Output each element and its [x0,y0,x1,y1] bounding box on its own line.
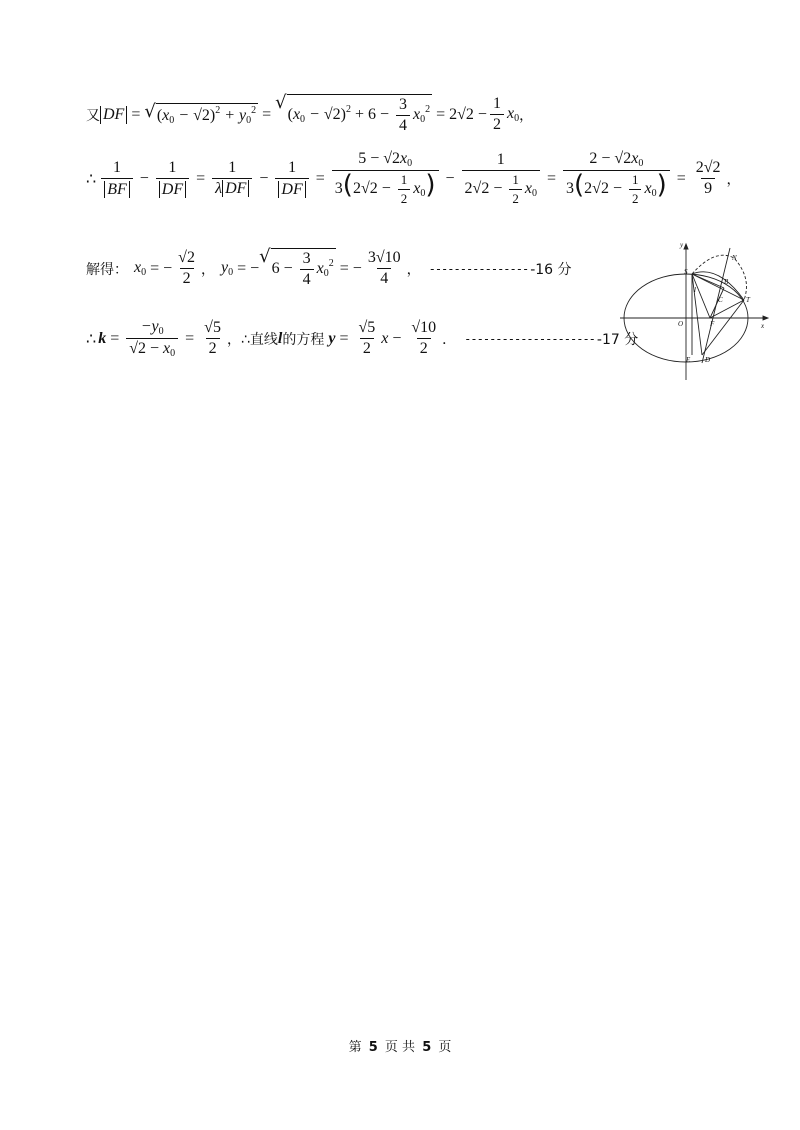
radical-1: √ $(x_0 - √2)^2 + y_0^2$ [144,101,257,126]
page-number: 5 [368,1040,378,1055]
x-axis-arrow [763,316,768,320]
equation-line-2: ∴ 1 BF − $\frac{1}{DF}$ = 1 λ DF − $\frac{1}{DF}$ = $5 - √2x_0$ 3(2√2 − $\frac{1}{2}$ $x_0$) − 1 2√2 − $\frac{1}{2}$ $x_0$ = $2 - √2x_0$ 3(2√2 − $\frac{1}{2}$ $x_0$) = $\frac{2√2}{9}$ ， [86,150,741,206]
label-o: O [678,320,684,328]
page-footer: 第 5 页 共 5 页 [348,1040,452,1055]
label-f: F [710,320,715,328]
label-b: B [724,278,729,286]
text-solve: 解得： [86,261,128,278]
label-t: T [746,296,750,304]
label-s: S [684,268,688,276]
label-n: N [732,254,737,262]
score-dashes-16: ---------------- [428,261,529,276]
page-total: 5 [422,1040,432,1055]
label-c: C [718,296,723,304]
label-e: E [686,356,691,364]
score-16: -16 分 [530,261,572,278]
y-axis-arrow [684,244,688,249]
label-l: l [694,286,696,294]
label-x: x [761,322,765,330]
equation-line-1: 又 DF = √ $(x_0 - √2)^2 + y_0^2$ = √ $(x_0 - √2)^2 + 6$ − $\frac{3}{4}$ $x_0^2$ = 2√2 − $\frac{1}{2}$ $x_0$ ， [86,92,534,134]
radical-2: √ $(x_0 - √2)^2 + 6$ − $\frac{3}{4}$ $x_0^2$ [275,92,431,134]
equation-line-3: 解得： $x_0$ = − $\frac{√2}{2}$ ， $y_0$ = − √ 6 − $\frac{3}{4}$ $x_0^2$ = − $\frac{3√10}{4}$ ， ---------------- -16 分 [86,246,572,288]
abs-df: DF [100,106,127,124]
equation-line-4: ∴ k = $\frac{-y_0}{√2 - x_0}$ = $\frac{√5}{2}$ ，∴直线 l 的方程 y = $\frac{√5}{2}$ x − $\frac{√10}{2}$ ． --------------------- -17 分 [86,318,639,359]
segment-td [702,300,744,355]
ellipse-figure [620,238,770,388]
text-you: 又 [86,107,100,124]
label-y: y [680,241,684,249]
score-17: -17 分 [596,331,639,348]
label-d: D [705,356,711,364]
score-dashes-17: --------------------- [464,331,595,346]
